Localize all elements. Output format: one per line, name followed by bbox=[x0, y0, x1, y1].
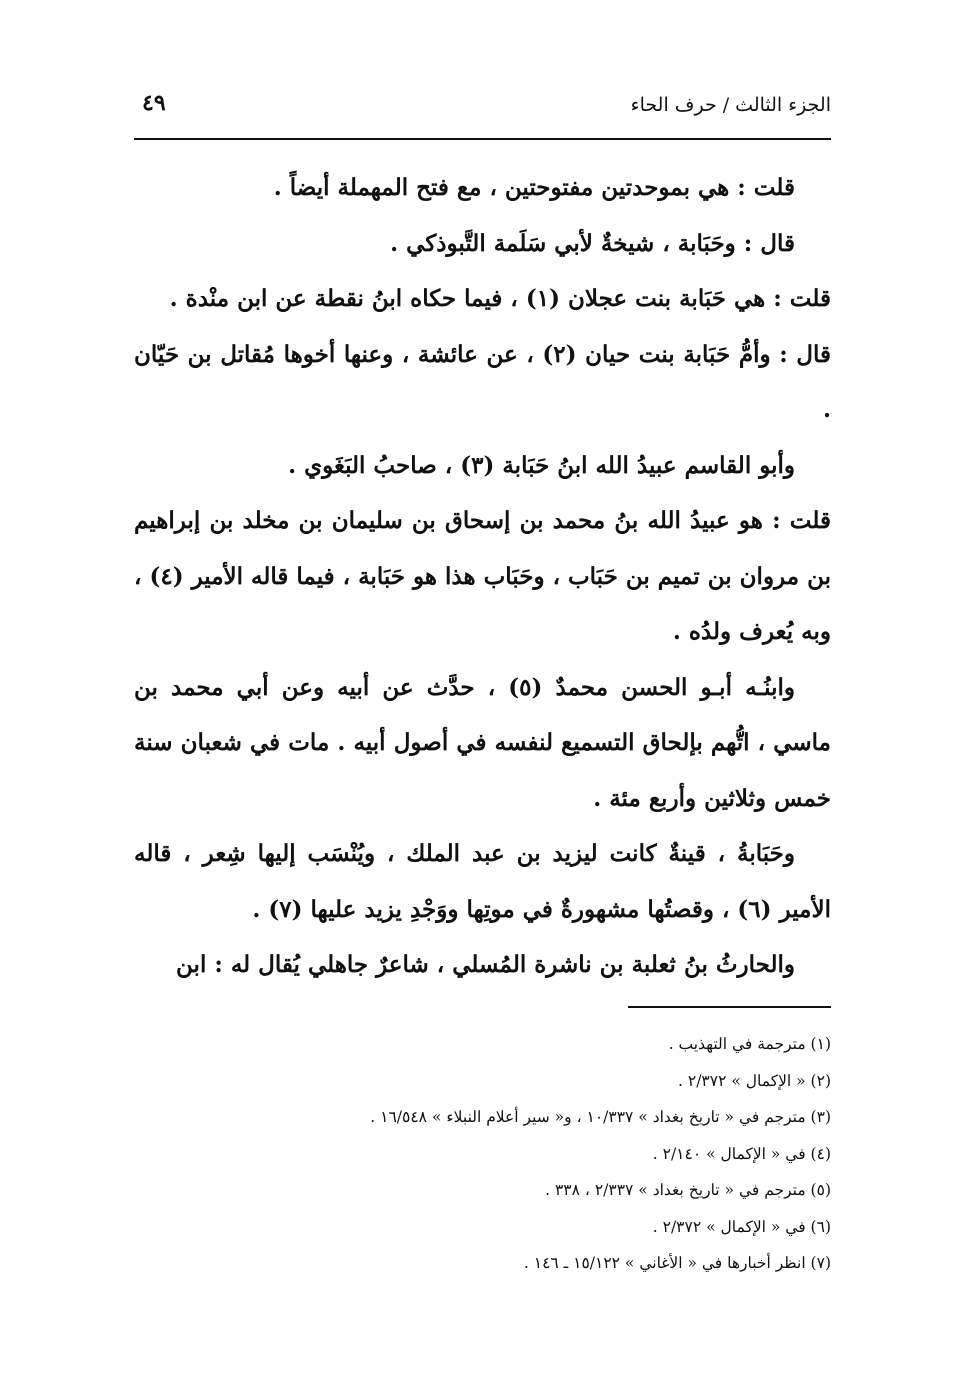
paragraph: قلت : هي بموحدتين مفتوحتين ، مع فتح المهملة أيضاً . bbox=[273, 174, 795, 201]
paragraph: وأبو القاسم عبيدُ الله ابنُ حَبَابة (٣) ، صاحبُ البَغَوي . bbox=[288, 451, 795, 479]
footnote: (٣) مترجم في « تاريخ بغداد » ١٠/٣٣٧ ، و« سير أعلام النبلاء » ١٦/٥٤٨ . bbox=[370, 1108, 831, 1126]
paragraph: قال : وأمُّ حَبَابة بنت حيان (٢) ، عن عائشة ، وعنها أخوها مُقاتل بن حَيّان . bbox=[134, 340, 832, 423]
paragraph: قلت : هي حَبَابة بنت عجلان (١) ، فيما حكاه ابنُ نقطة عن ابن منْدة . bbox=[169, 285, 831, 312]
footnote: (٧) انظر أخبارها في « الأغاني » ١٥/١٢٢ ـ ١٤٦ . bbox=[523, 1254, 831, 1272]
footnote: (٦) في « الإكمال » ٢/٣٧٢ . bbox=[652, 1217, 831, 1236]
page-number: ٤٩ bbox=[142, 90, 166, 116]
running-header bbox=[134, 88, 831, 128]
paragraph: والحارثُ بنُ ثعلبة بن ناشرة المُسلي ، شاعرٌ جاهلي يُقال له : ابن bbox=[176, 951, 795, 978]
paragraph: قلت : هو عبيدُ الله بنُ محمد بن إسحاق بن سليمان بن مخلد بن إبراهيم بن مروان بن تميم بن حَبَاب ، وحَبَاب هذا هو حَبَابة ، فيما قاله الأمير (٤) ، وبه يُعرف ولدُه . bbox=[134, 507, 831, 645]
footnotes bbox=[134, 1026, 831, 1282]
paragraph: وحَبَابةُ ، قينةٌ كانت ليزيد بن عبد الملك ، ويُنْسَب إليها شِعر ، قاله الأمير (٦) ، وقصتُها مشهورةٌ في موتِها ووَجْدِ يزيد عليها (٧) . bbox=[134, 840, 831, 923]
footnote: (٢) « الإكمال » ٢/٣٧٢ . bbox=[678, 1071, 831, 1090]
header-divider bbox=[134, 138, 831, 140]
running-header-title: الجزء الثالث / حرف الحاء bbox=[630, 94, 831, 116]
footnote: (٥) مترجم في « تاريخ بغداد » ٢/٣٣٧ ، ٣٣٨ . bbox=[545, 1181, 831, 1199]
footnote: (١) مترجمة في التهذيب . bbox=[668, 1035, 831, 1053]
paragraph: قال : وحَبَابة ، شيخةٌ لأبي سَلَمة التَّبوذكي . bbox=[390, 229, 795, 257]
footnote-divider bbox=[628, 1006, 831, 1008]
paragraph: وابنُـه أبـو الحسن محمدٌ (٥) ، حدَّث عن أبيه وعن أبي محمد بن ماسي ، اتُّهم بإلحاق التسميع لنفسه في أصول أبيه . مات في شعبان سنة خمس وثلاثين وأربع مئة . bbox=[134, 673, 831, 812]
main-text bbox=[134, 160, 831, 993]
footnote: (٤) في « الإكمال » ٢/١٤٠ . bbox=[652, 1144, 831, 1163]
